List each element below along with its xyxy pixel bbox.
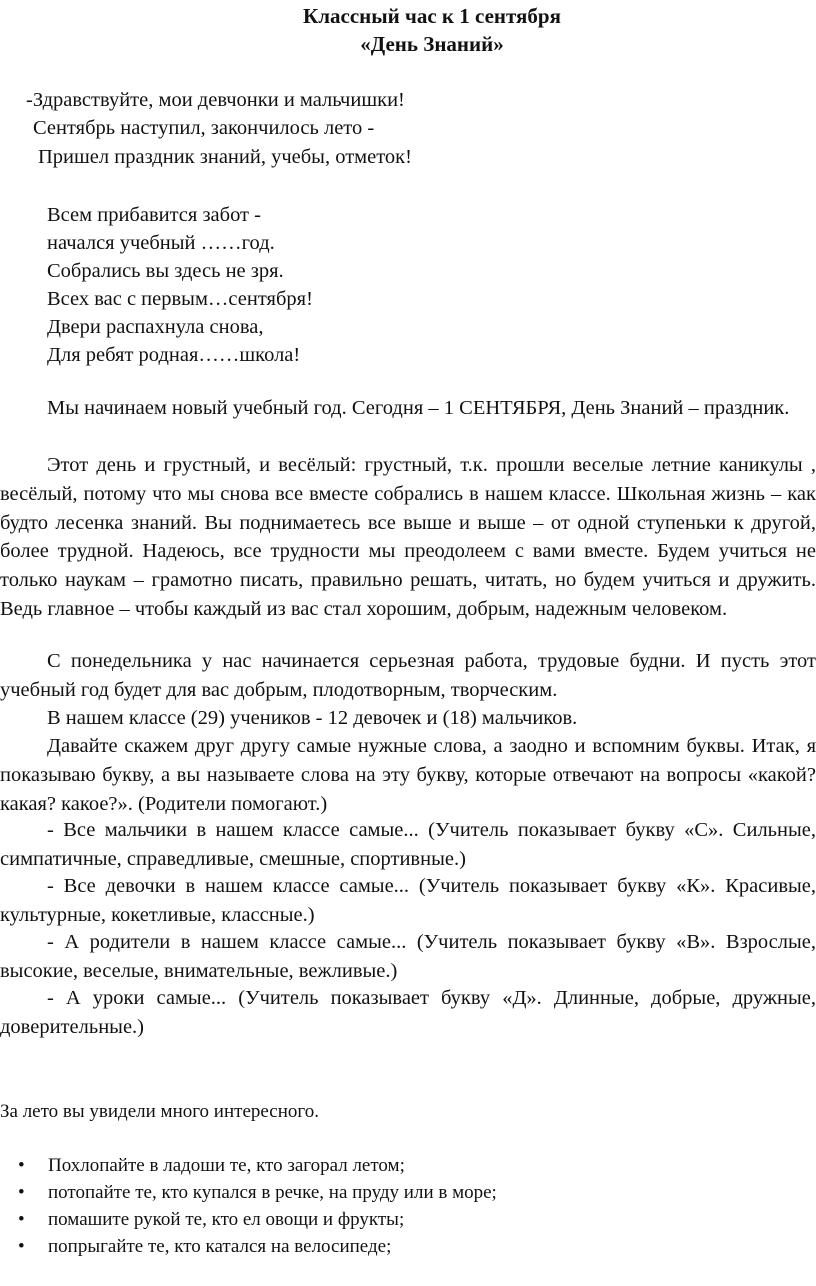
body-paragraph: - Все девочки в нашем классе самые... (Учитель показывает букву «К». Красивые, культурные, кокетливые, классные.) xyxy=(0,875,816,926)
list-item-text: Похлопайте в ладоши те, кто загорал летом; xyxy=(48,1155,405,1176)
poem-line: начался учебный ……год. xyxy=(47,232,275,254)
body-paragraph: - А уроки самые... (Учитель показывает букву «Д». Длинные, добрые, дружные, доверительные.) xyxy=(0,987,816,1038)
list-item-text: попрыгайте те, кто катался на велосипеде; xyxy=(48,1236,392,1257)
poem-line: Собрались вы здесь не зря. xyxy=(47,260,284,282)
bullet-icon xyxy=(18,1152,48,1180)
body-paragraph: Давайте скажем друг другу самые нужные слова, а заодно и вспомним буквы. Итак, я показываю букву, а вы называете слова на эту букву, которые отвечают на вопросы «какой? какая? какое?». (Родители помогают.) xyxy=(0,735,816,815)
greeting-line: -Здравствуйте, мои девчонки и мальчишки! xyxy=(26,89,405,111)
list-item xyxy=(18,1179,497,1207)
body-paragraph: С понедельника у нас начинается серьезная работа, трудовые будни. И пусть этот учебный год будет для вас добрым, плодотворным, творческим. xyxy=(0,650,816,701)
list-item-text: потопайте те, кто купался в речке, на пруду или в море; xyxy=(48,1182,497,1203)
bullet-icon xyxy=(18,1233,48,1261)
poem-line: Двери распахнула снова, xyxy=(47,316,264,338)
list-item xyxy=(18,1206,404,1234)
document-subtitle: «День Знаний» xyxy=(360,32,504,56)
poem-line: Всех вас с первым…сентября! xyxy=(47,288,313,310)
body-paragraph: Этот день и грустный, и весёлый: грустный, т.к. прошли веселые летние каникулы , весёлый, потому что мы снова все вместе собрались в нашем классе. Школьная жизнь – как будто лесенка знаний. Вы поднимаетесь все выше и выше – от одной ступеньки к другой, более трудной. Надеюсь, все трудности мы преодолеем с вами вместе. Будем учиться не только наукам – грамотно писать, правильно решать, читать, но будем учиться и дружить. Ведь главное – чтобы каждый из вас стал хорошим, добрым, надежным человеком. xyxy=(0,454,816,620)
body-paragraph: - Все мальчики в нашем классе самые... (Учитель показывает букву «С». Сильные, симпатичные, справедливые, смешные, спортивные.) xyxy=(0,819,816,870)
body-paragraph: Мы начинаем новый учебный год. Сегодня – 1 СЕНТЯБРЯ, День Знаний – праздник. xyxy=(47,397,790,419)
poem-line: Всем прибавится забот - xyxy=(47,204,261,226)
summer-intro: За лето вы увидели много интересного. xyxy=(0,1101,319,1122)
greeting-line: Пришел праздник знаний, учебы, отметок! xyxy=(38,146,412,168)
bullet-icon xyxy=(18,1179,48,1207)
list-item xyxy=(18,1233,391,1261)
greeting-line: Сентябрь наступил, закончилось лето - xyxy=(33,117,375,139)
body-paragraph: - А родители в нашем классе самые... (Учитель показывает букву «В». Взрослые, высокие, веселые, внимательные, вежливые.) xyxy=(0,931,816,982)
list-item xyxy=(18,1152,405,1180)
document-title: Классный час к 1 сентября xyxy=(303,4,561,28)
poem-line: Для ребят родная……школа! xyxy=(47,344,301,366)
list-item-text: помашите рукой те, кто ел овощи и фрукты; xyxy=(48,1209,405,1230)
bullet-icon xyxy=(18,1206,48,1234)
body-paragraph: В нашем классе (29) учеников - 12 девочек и (18) мальчиков. xyxy=(47,707,578,729)
